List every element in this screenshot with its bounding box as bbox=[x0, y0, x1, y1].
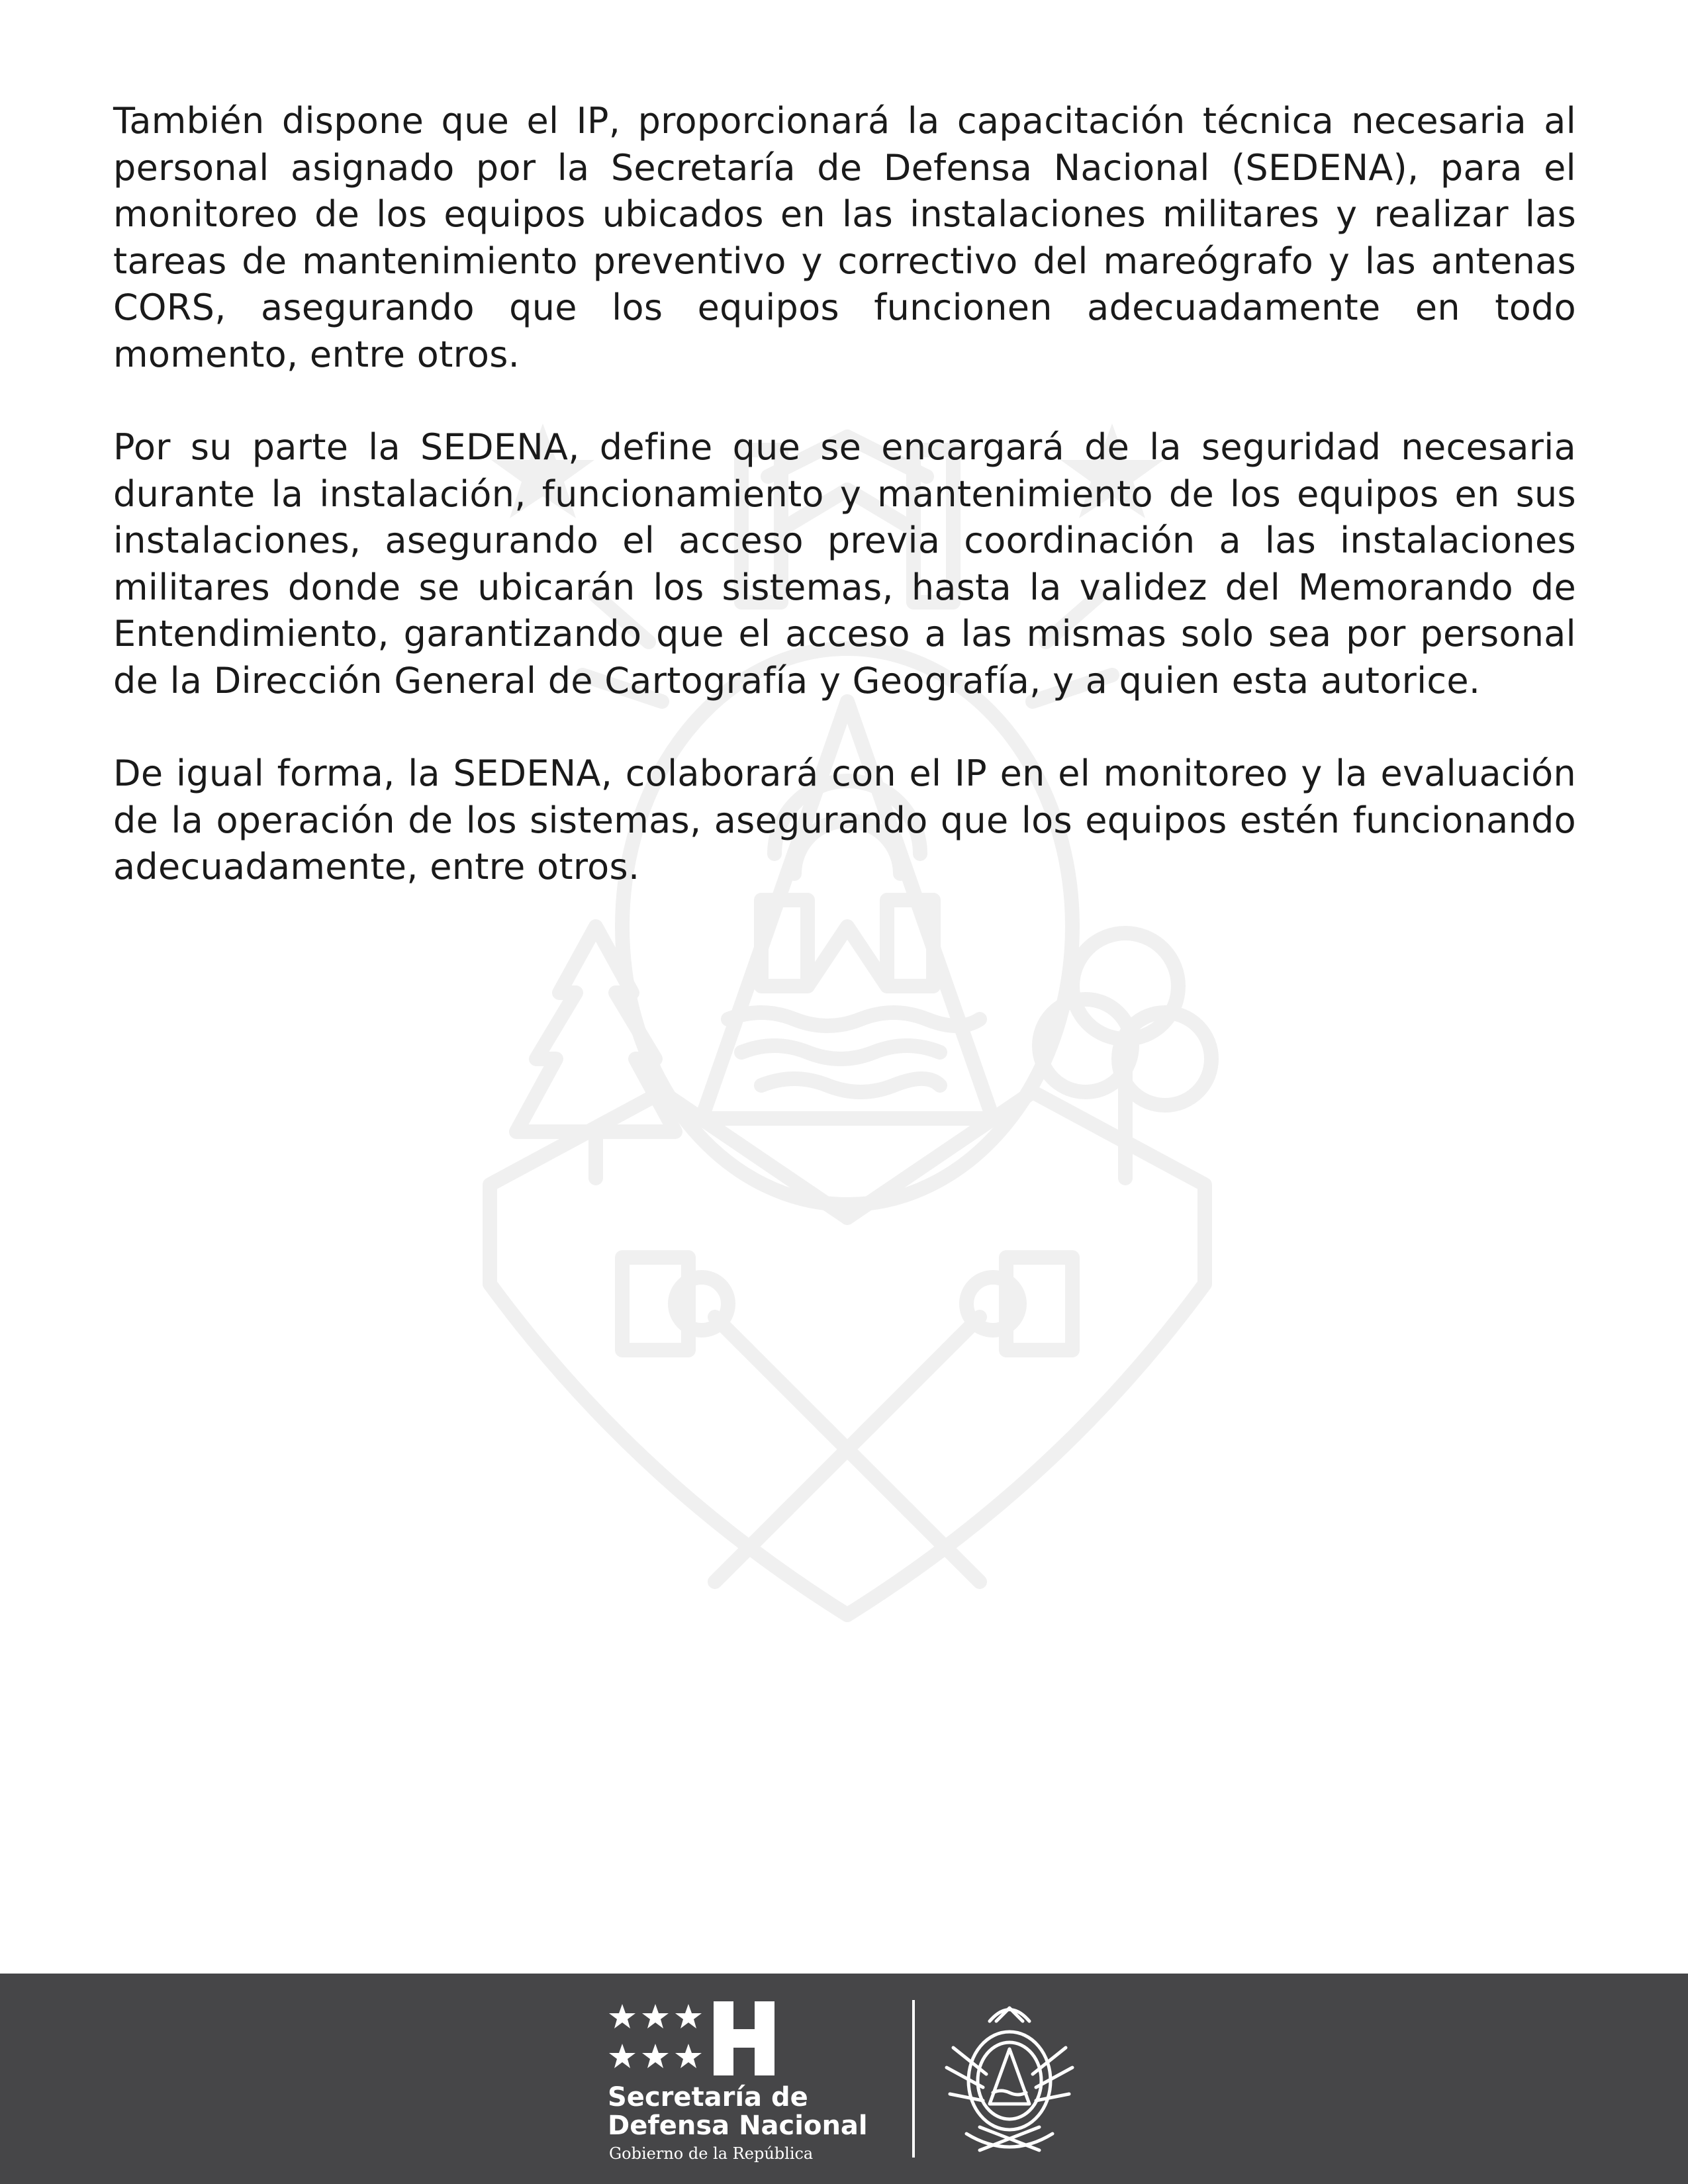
coat-of-arms-seal-icon bbox=[927, 1995, 1092, 2160]
body-paragraph: También dispone que el IP, proporcionará la capacitación técnica necesaria al personal asignado por la Secretaría de Defensa Nacional (SEDENA), para el monitoreo de los equipos ubicados en las instalaciones militares y realizar las tareas de mantenimiento preventivo y correctivo del mareógrafo y las antenas CORS, asegurando que los equipos funcionen adecuadamente en todo momento, entre otros. bbox=[113, 100, 1576, 375]
body-paragraph: De igual forma, la SEDENA, colaborará con el IP en el monitoreo y la evaluación de la operación de los sistemas, asegurando que los equipos estén funcionando adecuadamente, entre otros. bbox=[113, 752, 1576, 887]
brand-line-1: Secretaría de bbox=[608, 2082, 808, 2113]
brand-line-2: Defensa Nacional bbox=[608, 2111, 868, 2141]
h-stars-logo-icon bbox=[714, 2001, 774, 2075]
stars-icon bbox=[608, 2001, 707, 2081]
footer-divider bbox=[912, 2000, 915, 2158]
brand-line-3: Gobierno de la República bbox=[609, 2144, 814, 2163]
footer-band bbox=[0, 1974, 1688, 2184]
document-body bbox=[113, 98, 1576, 937]
body-paragraph: Por su parte la SEDENA, define que se encargará de la seguridad necesaria durante la instalación, funcionamiento y mantenimiento de los equipos en sus instalaciones, asegurando el acceso previa coordinación a las instalaciones militares donde se ubicarán los sistemas, hasta la validez del Memorando de Entendimiento, garantizando que el acceso a las mismas solo sea por personal de la Dirección General de Cartografía y Geografía, y a quien esta autorice. bbox=[113, 426, 1576, 702]
footer-brand bbox=[608, 2001, 912, 2163]
